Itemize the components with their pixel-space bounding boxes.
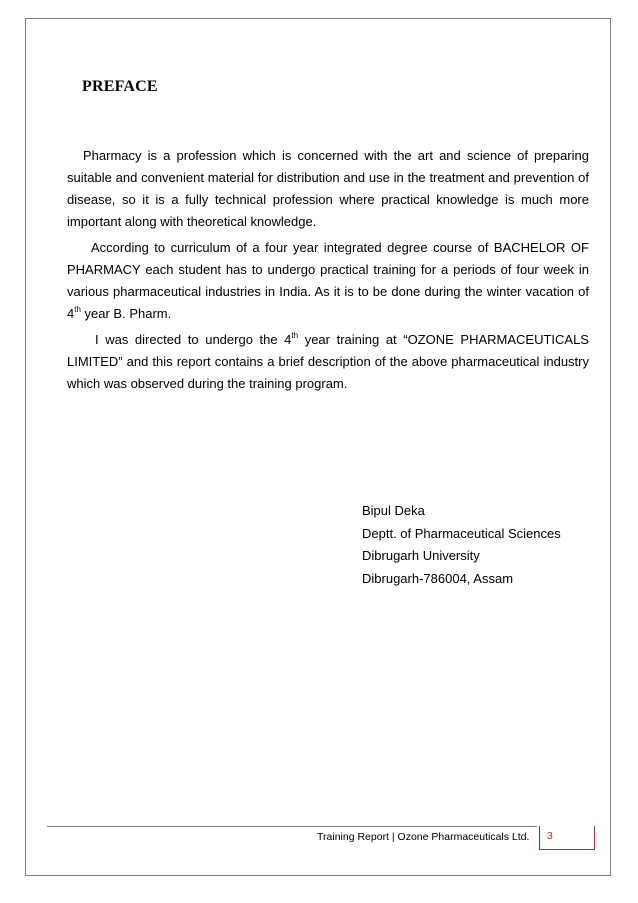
signature-university: Dibrugarh University [362, 548, 480, 563]
signature-block [362, 500, 561, 590]
superscript-th: th [74, 304, 81, 314]
page-number: 3 [547, 830, 553, 842]
paragraph-training-text-a: I was directed to undergo the 4 [95, 332, 292, 347]
footer-title: Training Report | Ozone Pharmaceuticals Ltd. [317, 831, 530, 843]
footer-divider [47, 826, 537, 827]
paragraph-curriculum-text-a: According to curriculum of a four year integrated degree course of BACHELOR OF PHARMACY each student has to undergo practical training for a periods of four week in various pharmaceutical industries in India. As it is to be done during the winter vacation of 4 [67, 240, 589, 321]
paragraph-training-text-b: year training at “OZONE PHARMACEUTICALS LIMITED” and this report contains a brief description of the above pharmaceutical industry which was observed during the training program. [67, 332, 589, 391]
paragraph-intro-text: Pharmacy is a profession which is concerned with the art and science of preparing suitable and convenient material for distribution and use in the treatment and prevention of disease, so it is a fully technical profession where practical knowledge is much more important along with theoretical knowledge. [67, 148, 589, 229]
signature-name: Bipul Deka [362, 503, 425, 518]
paragraph-curriculum-text-b: year B. Pharm. [80, 306, 172, 321]
signature-address: Dibrugarh-786004, Assam [362, 570, 514, 586]
superscript-th: th [291, 330, 299, 340]
paragraph-curriculum [67, 237, 589, 325]
page-title: PREFACE [82, 78, 158, 95]
paragraph-intro [67, 145, 589, 233]
signature-department: Deptt. of Pharmaceutical Sciences [362, 525, 561, 541]
page-number-box [539, 826, 595, 850]
paragraph-training [67, 329, 589, 395]
